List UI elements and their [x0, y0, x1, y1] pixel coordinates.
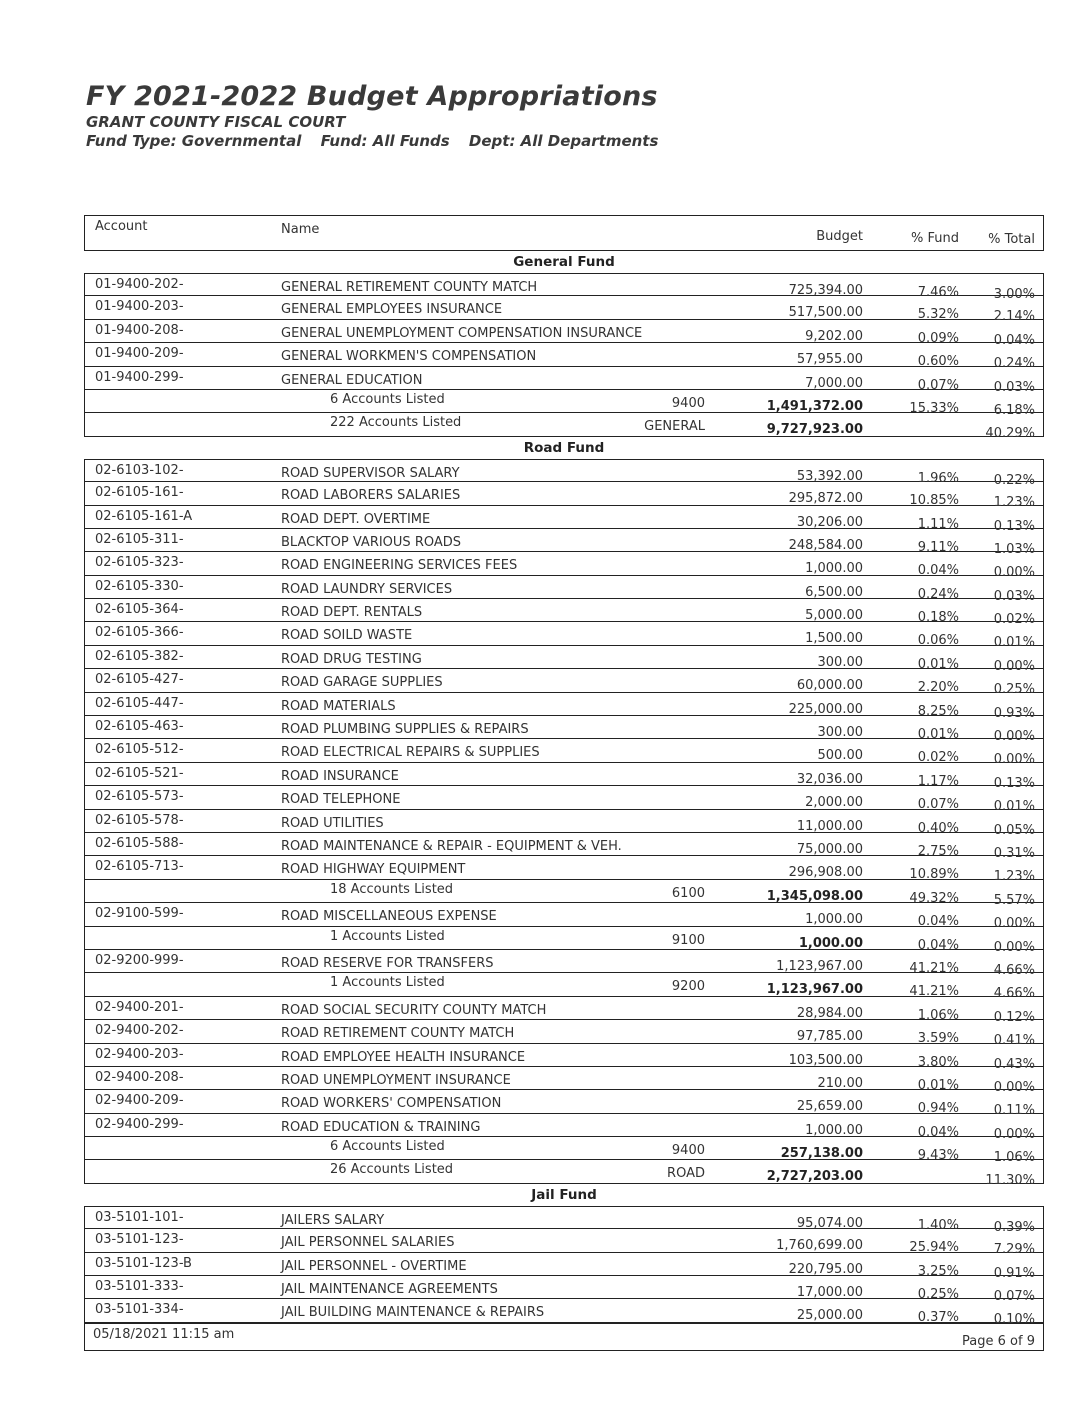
accounts-listed-count: 18 Accounts Listed [330, 881, 454, 897]
account-name: ROAD LAUNDRY SERVICES [281, 581, 453, 597]
budget-amount: 2,000.00 [805, 795, 863, 811]
pct-total: 0.03% [993, 588, 1035, 604]
account-number: 02-6105-713- [95, 859, 184, 875]
account-number: 01-9400-208- [95, 322, 184, 338]
table-row [84, 833, 1044, 861]
account-name: ROAD ELECTRICAL REPAIRS & SUPPLIES [281, 745, 540, 761]
account-number: 01-9400-202- [95, 277, 184, 292]
account-name: ROAD UNEMPLOYMENT INSURANCE [281, 1072, 511, 1088]
account-number: 02-6103-102- [95, 462, 184, 478]
pct-total: 0.43% [993, 1056, 1035, 1072]
accounts-listed-count: 222 Accounts Listed [330, 415, 462, 431]
subtotal-code: 6100 [671, 885, 705, 901]
account-number: 03-5101-123-B [95, 1255, 192, 1271]
subtotal-code: ROAD [667, 1166, 705, 1182]
pct-fund: 3.80% [917, 1054, 959, 1070]
pct-total: 0.05% [993, 822, 1035, 838]
subtotal-row [84, 413, 1044, 442]
subtotal-pct-fund: 49.32% [909, 890, 959, 906]
table-row [84, 997, 1044, 1025]
pct-total: 0.41% [993, 1033, 1035, 1049]
account-number: 02-9400-208- [95, 1069, 184, 1085]
account-number: 03-5101-123- [95, 1232, 184, 1248]
subtotal-pct-total: 0.00% [993, 939, 1035, 955]
pct-total: 0.00% [993, 658, 1035, 674]
table-row [84, 343, 1044, 372]
subtotal-pct-total: 4.66% [993, 986, 1035, 1002]
account-name: ROAD TELEPHONE [281, 792, 401, 808]
account-number: 02-6105-427- [95, 672, 184, 688]
pct-fund: 9.11% [917, 539, 959, 555]
dept-filter: Dept: All Departments [468, 132, 659, 150]
account-name: ROAD PLUMBING SUPPLIES & REPAIRS [281, 722, 529, 738]
account-name: BLACKTOP VARIOUS ROADS [281, 534, 462, 550]
table-row [84, 1299, 1044, 1328]
budget-amount: 500.00 [817, 748, 863, 764]
pct-fund: 10.85% [909, 493, 959, 509]
table-row [84, 482, 1044, 511]
pct-total: 0.00% [993, 1126, 1035, 1142]
account-name: ROAD INSURANCE [281, 768, 399, 784]
pct-total: 0.01% [993, 635, 1035, 651]
account-name: ROAD EDUCATION & TRAINING [281, 1119, 481, 1135]
pct-total: 0.91% [993, 1265, 1035, 1281]
pct-total: 0.24% [993, 356, 1035, 372]
budget-amount: 1,000.00 [805, 1122, 863, 1138]
table-row [84, 1090, 1044, 1119]
account-name: ROAD RETIREMENT COUNTY MATCH [281, 1026, 515, 1042]
subtotal-budget: 1,000.00 [798, 935, 863, 951]
account-number: 02-9400-202- [95, 1023, 184, 1039]
subtotal-budget: 9,727,923.00 [766, 422, 863, 438]
budget-amount: 103,500.00 [788, 1052, 863, 1068]
table-header-row [84, 215, 1044, 251]
table-row [84, 273, 1044, 302]
account-number: 02-6105-161-A [95, 508, 193, 524]
account-name: ROAD HIGHWAY EQUIPMENT [281, 862, 466, 878]
budget-amount: 248,584.00 [788, 537, 863, 553]
pct-fund: 1.96% [917, 470, 959, 486]
page-number: Page 6 of 9 [962, 1333, 1035, 1349]
pct-fund: 2.20% [917, 680, 959, 696]
subtotal-pct-fund: 0.04% [917, 937, 959, 953]
subtotal-pct-total: 40.29% [985, 426, 1035, 442]
pct-total: 0.25% [993, 682, 1035, 698]
account-name: ROAD ENGINEERING SERVICES FEES [281, 558, 518, 574]
account-number: 02-9400-299- [95, 1116, 184, 1132]
pct-fund: 3.59% [917, 1031, 959, 1047]
account-name: ROAD GARAGE SUPPLIES [281, 675, 443, 691]
column-header-account: Account [95, 219, 148, 234]
pct-total: 0.00% [993, 729, 1035, 745]
table-row [84, 1276, 1044, 1305]
fund-section-label: Jail Fund [531, 1186, 597, 1203]
pct-fund: 3.25% [917, 1263, 959, 1279]
account-number: 02-6105-330- [95, 578, 184, 594]
table-row [84, 1206, 1044, 1235]
account-number: 01-9400-209- [95, 346, 184, 362]
budget-amount: 75,000.00 [796, 841, 863, 857]
budget-amount: 60,000.00 [796, 678, 863, 694]
fund-section-label: Road Fund [523, 439, 605, 456]
subtotal-row [84, 1160, 1044, 1189]
pct-fund: 1.17% [917, 773, 959, 789]
account-number: 03-5101-333- [95, 1279, 184, 1295]
budget-amount: 57,955.00 [796, 352, 863, 368]
pct-fund: 1.40% [917, 1217, 959, 1233]
table-row [84, 739, 1044, 768]
account-name: ROAD SOCIAL SECURITY COUNTY MATCH [281, 1002, 547, 1018]
account-number: 02-6105-521- [95, 765, 184, 781]
account-name: ROAD UTILITIES [281, 815, 384, 831]
account-number: 02-6105-588- [95, 835, 184, 851]
account-name: GENERAL WORKMEN'S COMPENSATION [281, 349, 537, 365]
pct-total: 4.66% [993, 962, 1035, 978]
report-footer [84, 1323, 1044, 1351]
account-name: ROAD SOILD WASTE [281, 628, 413, 644]
account-name: JAIL BUILDING MAINTENANCE & REPAIRS [281, 1305, 545, 1321]
account-name: ROAD MAINTENANCE & REPAIR - EQUIPMENT & VEH. [281, 838, 622, 854]
account-name: ROAD MISCELLANEOUS EXPENSE [281, 909, 497, 925]
budget-amount: 17,000.00 [796, 1285, 863, 1301]
budget-amount: 295,872.00 [788, 491, 863, 507]
table-row [84, 903, 1044, 932]
subtotal-code: GENERAL [644, 419, 705, 435]
subtotal-budget: 1,123,967.00 [766, 982, 863, 998]
account-number: 02-9400-201- [95, 999, 184, 1015]
account-name: JAIL MAINTENANCE AGREEMENTS [281, 1282, 498, 1298]
budget-amount: 1,000.00 [805, 912, 863, 928]
budget-amount: 225,000.00 [788, 701, 863, 717]
report-filters [86, 131, 672, 151]
accounts-listed-count: 26 Accounts Listed [330, 1162, 454, 1178]
account-number: 03-5101-101- [95, 1209, 184, 1225]
subtotal-budget: 1,345,098.00 [766, 888, 863, 904]
table-row [84, 1253, 1044, 1281]
account-name: ROAD DEPT. OVERTIME [281, 511, 431, 527]
fund-section-title [84, 1184, 1044, 1206]
account-name: ROAD DRUG TESTING [281, 651, 422, 667]
pct-fund: 0.02% [917, 750, 959, 766]
pct-fund: 0.01% [917, 1077, 959, 1093]
pct-total: 3.00% [993, 287, 1035, 302]
table-row [84, 622, 1044, 651]
pct-total: 0.07% [993, 1289, 1035, 1305]
pct-fund: 0.04% [917, 563, 959, 579]
table-row [84, 599, 1044, 628]
account-number: 02-6105-364- [95, 602, 184, 618]
pct-fund: 5.32% [917, 307, 959, 323]
pct-fund: 8.25% [917, 703, 959, 719]
budget-amount: 1,000.00 [805, 561, 863, 577]
budget-amount: 28,984.00 [796, 1005, 863, 1021]
pct-fund: 0.01% [917, 727, 959, 743]
column-header-pct-total: % Total [988, 232, 1035, 247]
subtotal-budget: 2,727,203.00 [766, 1169, 863, 1185]
account-name: GENERAL EMPLOYEES INSURANCE [281, 302, 503, 318]
budget-amount: 1,123,967.00 [776, 958, 863, 974]
table-row [84, 1114, 1044, 1142]
pct-fund: 0.18% [917, 610, 959, 626]
pct-fund: 0.60% [917, 354, 959, 370]
table-row [84, 763, 1044, 791]
budget-amount: 210.00 [817, 1075, 863, 1091]
fund-filter: Fund: All Funds [320, 132, 450, 150]
budget-amount: 9,202.00 [805, 328, 863, 344]
subtotal-pct-fund: 9.43% [917, 1148, 959, 1164]
pct-fund: 2.75% [917, 843, 959, 859]
account-name: JAILERS SALARY [281, 1212, 385, 1228]
pct-total: 0.12% [993, 1009, 1035, 1025]
account-name: ROAD MATERIALS [281, 698, 396, 714]
pct-total: 0.01% [993, 799, 1035, 815]
table-row [84, 320, 1044, 348]
table-row [84, 810, 1044, 838]
subtotal-pct-fund: 41.21% [909, 984, 959, 1000]
account-name: ROAD SUPERVISOR SALARY [281, 465, 460, 481]
account-number: 01-9400-203- [95, 299, 184, 315]
fund-section-title [84, 251, 1044, 273]
budget-amount: 25,659.00 [796, 1099, 863, 1115]
accounts-listed-count: 6 Accounts Listed [330, 1139, 445, 1155]
subtotal-budget: 257,138.00 [780, 1146, 863, 1162]
accounts-listed-count: 6 Accounts Listed [330, 391, 445, 407]
budget-amount: 32,036.00 [796, 771, 863, 787]
pct-fund: 1.11% [917, 516, 959, 532]
pct-total: 0.03% [993, 379, 1035, 395]
account-number: 02-6105-447- [95, 695, 184, 711]
pct-fund: 0.40% [917, 820, 959, 836]
pct-fund: 0.25% [917, 1287, 959, 1303]
table-row [84, 367, 1044, 395]
pct-fund: 0.37% [917, 1310, 959, 1326]
budget-amount: 5,000.00 [805, 608, 863, 624]
subtotal-code: 9400 [671, 395, 705, 411]
fund-section-label: General Fund [513, 254, 615, 270]
table-row [84, 786, 1044, 815]
pct-total: 0.31% [993, 845, 1035, 861]
account-name: ROAD LABORERS SALARIES [281, 488, 461, 504]
subtotal-code: 9200 [671, 979, 705, 995]
account-number: 03-5101-334- [95, 1302, 184, 1318]
budget-amount: 220,795.00 [788, 1261, 863, 1277]
pct-fund: 0.01% [917, 656, 959, 672]
budget-amount: 95,074.00 [796, 1215, 863, 1231]
table-row [84, 529, 1044, 557]
budget-amount: 6,500.00 [805, 584, 863, 600]
pct-fund: 1.06% [917, 1007, 959, 1023]
subtotal-row [84, 973, 1044, 1002]
pct-fund: 0.07% [917, 797, 959, 813]
account-name: GENERAL UNEMPLOYMENT COMPENSATION INSURANCE [281, 325, 643, 341]
pct-total: 1.23% [993, 869, 1035, 885]
pct-fund: 7.46% [917, 285, 959, 300]
table-row [84, 506, 1044, 534]
table-row [84, 646, 1044, 674]
account-number: 02-6105-573- [95, 789, 184, 805]
table-row [84, 950, 1044, 978]
account-name: JAIL PERSONNEL SALARIES [281, 1235, 455, 1251]
account-number: 02-9100-599- [95, 906, 184, 922]
account-number: 02-6105-463- [95, 719, 184, 735]
pct-total: 0.00% [993, 752, 1035, 768]
pct-total: 0.11% [993, 1103, 1035, 1119]
table-row [84, 669, 1044, 698]
column-header-budget: Budget [816, 229, 863, 244]
budget-amount: 53,392.00 [796, 468, 863, 484]
subtotal-row [84, 927, 1044, 955]
account-name: ROAD RESERVE FOR TRANSFERS [281, 955, 494, 971]
subtotal-pct-fund: 15.33% [909, 400, 959, 416]
pct-fund: 25.94% [909, 1240, 959, 1256]
fund-section-title [84, 437, 1044, 459]
pct-fund: 0.94% [917, 1101, 959, 1117]
pct-total: 0.13% [993, 775, 1035, 791]
table-row [84, 1229, 1044, 1258]
table-row [84, 1044, 1044, 1072]
budget-amount: 11,000.00 [796, 818, 863, 834]
table-row [84, 296, 1044, 325]
budget-amount: 300.00 [817, 654, 863, 670]
budget-amount: 7,000.00 [805, 375, 863, 391]
account-number: 02-9200-999- [95, 952, 184, 968]
budget-amount: 517,500.00 [788, 305, 863, 321]
accounts-listed-count: 1 Accounts Listed [330, 975, 445, 991]
report-header [86, 82, 672, 151]
pct-total: 0.93% [993, 705, 1035, 721]
account-number: 02-6105-578- [95, 812, 184, 828]
pct-total: 0.04% [993, 332, 1035, 348]
pct-total: 0.02% [993, 612, 1035, 628]
budget-amount: 296,908.00 [788, 865, 863, 881]
pct-fund: 10.89% [909, 867, 959, 883]
pct-total: 0.22% [993, 472, 1035, 488]
column-header-pct-fund: % Fund [911, 231, 959, 246]
print-timestamp: 05/18/2021 11:15 am [93, 1326, 235, 1342]
budget-amount: 30,206.00 [796, 514, 863, 530]
account-number: 02-6105-382- [95, 648, 184, 664]
table-row [84, 716, 1044, 745]
account-name: GENERAL RETIREMENT COUNTY MATCH [281, 280, 538, 295]
budget-amount: 25,000.00 [796, 1308, 863, 1324]
table-row [84, 1020, 1044, 1049]
account-name: ROAD DEPT. RENTALS [281, 605, 423, 621]
subtotal-pct-total: 6.18% [993, 402, 1035, 418]
pct-total: 2.14% [993, 309, 1035, 325]
table-row [84, 693, 1044, 721]
pct-fund: 41.21% [909, 960, 959, 976]
pct-total: 1.23% [993, 495, 1035, 511]
pct-fund: 0.04% [917, 914, 959, 930]
account-name: ROAD EMPLOYEE HEALTH INSURANCE [281, 1049, 526, 1065]
table-row [84, 856, 1044, 885]
budget-amount: 1,500.00 [805, 631, 863, 647]
table-row [84, 576, 1044, 604]
subtotal-pct-total: 1.06% [993, 1150, 1035, 1166]
account-number: 02-6105-311- [95, 531, 184, 547]
subtotal-pct-total: 11.30% [985, 1173, 1035, 1189]
account-number: 02-6105-323- [95, 555, 184, 571]
subtotal-pct-total: 5.57% [993, 892, 1035, 908]
table-row [84, 459, 1044, 488]
subtotal-budget: 1,491,372.00 [766, 398, 863, 414]
account-number: 02-9400-209- [95, 1093, 184, 1109]
report-title: FY 2021-2022 Budget Appropriations [86, 81, 658, 112]
pct-total: 1.03% [993, 541, 1035, 557]
table-row [84, 552, 1044, 581]
subtotal-row [84, 1137, 1044, 1166]
accounts-listed-count: 1 Accounts Listed [330, 928, 445, 944]
column-header-name: Name [281, 222, 320, 237]
subtotal-row [84, 390, 1044, 418]
fund-type-filter: Fund Type: Governmental [86, 132, 302, 150]
organization-name: GRANT COUNTY FISCAL COURT [86, 113, 346, 131]
pct-fund: 0.09% [917, 330, 959, 346]
pct-fund: 0.24% [917, 586, 959, 602]
pct-fund: 0.06% [917, 633, 959, 649]
subtotal-row [84, 880, 1044, 908]
account-name: GENERAL EDUCATION [281, 372, 423, 388]
budget-amount: 725,394.00 [788, 283, 863, 298]
account-number: 02-6105-161- [95, 485, 184, 501]
account-name: ROAD WORKERS' COMPENSATION [281, 1096, 502, 1112]
budget-amount: 1,760,699.00 [776, 1238, 863, 1254]
account-number: 02-6105-512- [95, 742, 184, 758]
pct-total: 0.13% [993, 518, 1035, 534]
pct-fund: 0.04% [917, 1124, 959, 1140]
account-number: 01-9400-299- [95, 369, 184, 385]
subtotal-code: 9100 [671, 932, 705, 948]
pct-total: 7.29% [993, 1242, 1035, 1258]
pct-total: 0.00% [993, 565, 1035, 581]
pct-fund: 0.07% [917, 377, 959, 393]
budget-table [84, 215, 1044, 1351]
pct-total: 0.00% [993, 916, 1035, 932]
table-row [84, 1067, 1044, 1095]
pct-total: 0.39% [993, 1219, 1035, 1235]
account-number: 02-6105-366- [95, 625, 184, 641]
budget-amount: 97,785.00 [796, 1029, 863, 1045]
pct-total: 0.00% [993, 1079, 1035, 1095]
pct-total: 0.10% [993, 1312, 1035, 1328]
account-name: JAIL PERSONNEL - OVERTIME [281, 1258, 467, 1274]
subtotal-code: 9400 [671, 1143, 705, 1159]
budget-amount: 300.00 [817, 725, 863, 741]
account-number: 02-9400-203- [95, 1046, 184, 1062]
